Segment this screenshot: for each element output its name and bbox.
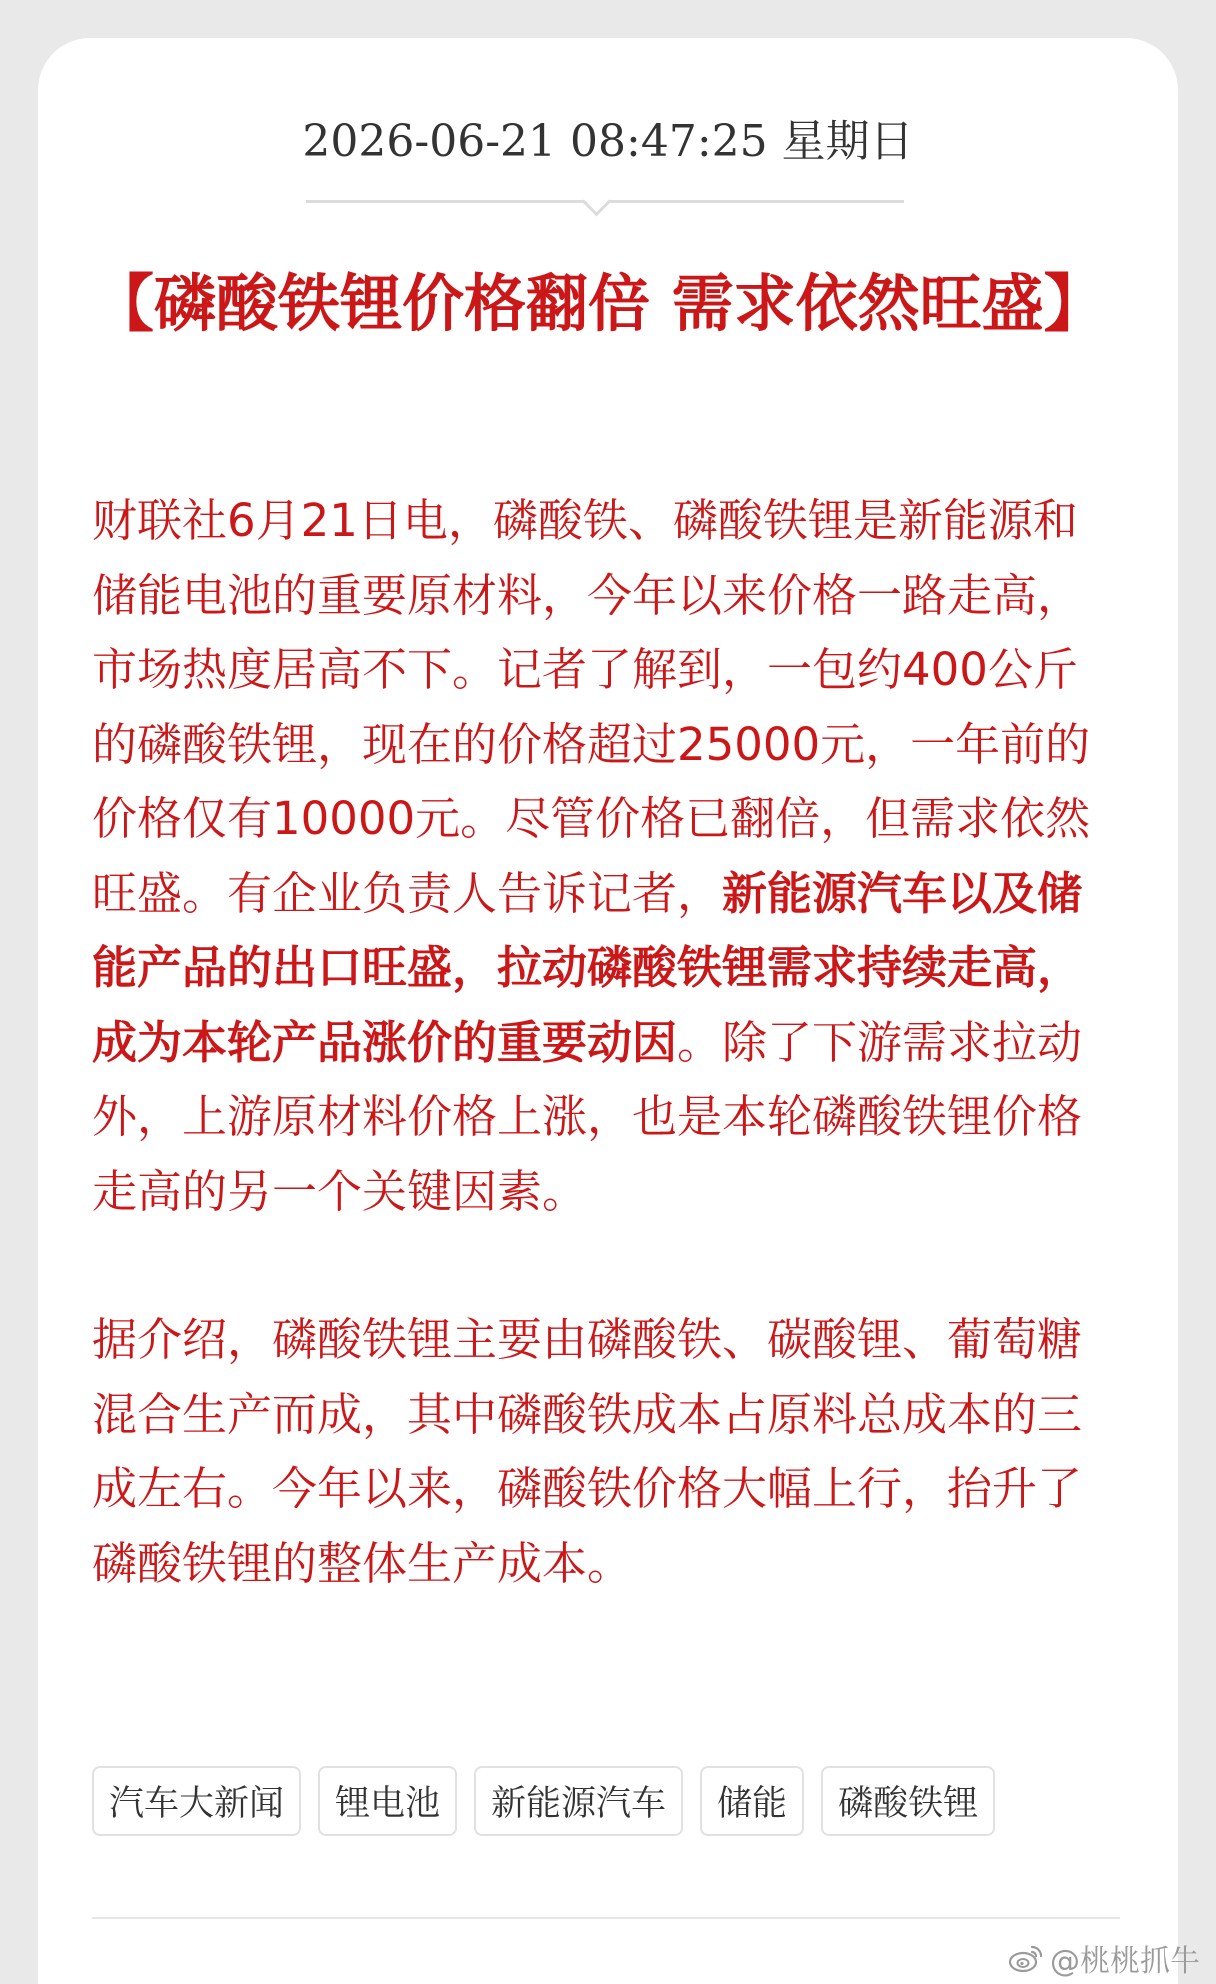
paragraph-1-outro: 。除了下游需求拉动外，上游原材料价格上涨，也是本轮磷酸铁锂价格走高的另一个关键因素。 bbox=[92, 1015, 1083, 1218]
publish-datetime: 2026-06-21 08:47:25 星期日 bbox=[302, 116, 914, 167]
paragraph-1-highlight: 新能源汽车以及储能产品的出口旺盛，拉动磷酸铁锂需求持续走高，成为本轮产品涨价的重要动因 bbox=[92, 866, 1083, 1069]
article-paragraph-1 bbox=[92, 484, 1112, 1229]
tag-energy-storage[interactable]: 储能 bbox=[700, 1766, 804, 1836]
tag-auto-news[interactable]: 汽车大新闻 bbox=[92, 1766, 301, 1836]
article-body bbox=[92, 484, 1112, 1601]
article-paragraph-2: 据介绍，磷酸铁锂主要由磷酸铁、碳酸锂、葡萄糖混合生产而成，其中磷酸铁成本占原料总成本的三成左右。今年以来，磷酸铁价格大幅上行，抬升了磷酸铁锂的整体生产成本。 bbox=[92, 1313, 1083, 1590]
weibo-watermark bbox=[1008, 1936, 1200, 1980]
tag-new-energy-vehicle[interactable]: 新能源汽车 bbox=[474, 1766, 683, 1836]
weibo-icon bbox=[1008, 1943, 1044, 1973]
tag-lithium-iron-phosphate[interactable]: 磷酸铁锂 bbox=[821, 1766, 995, 1836]
article-headline: 【磷酸铁锂价格翻倍 需求依然旺盛】 bbox=[92, 267, 1106, 340]
tag-lithium-battery[interactable]: 锂电池 bbox=[318, 1766, 457, 1836]
paragraph-1-intro: 财联社6月21日电，磷酸铁、磷酸铁锂是新能源和储能电池的重要原材料，今年以来价格一路走高，市场热度居高不下。记者了解到，一包约400公斤的磷酸铁锂，现在的价格超过25000元，一年前的价格仅有10000元。尽管价格已翻倍，但需求依然旺盛。有企业负责人告诉记者， bbox=[92, 494, 1091, 920]
watermark-handle: @桃桃抓牛 bbox=[1050, 1944, 1200, 1979]
footer-divider bbox=[92, 1917, 1120, 1919]
tag-list bbox=[92, 1766, 995, 1836]
